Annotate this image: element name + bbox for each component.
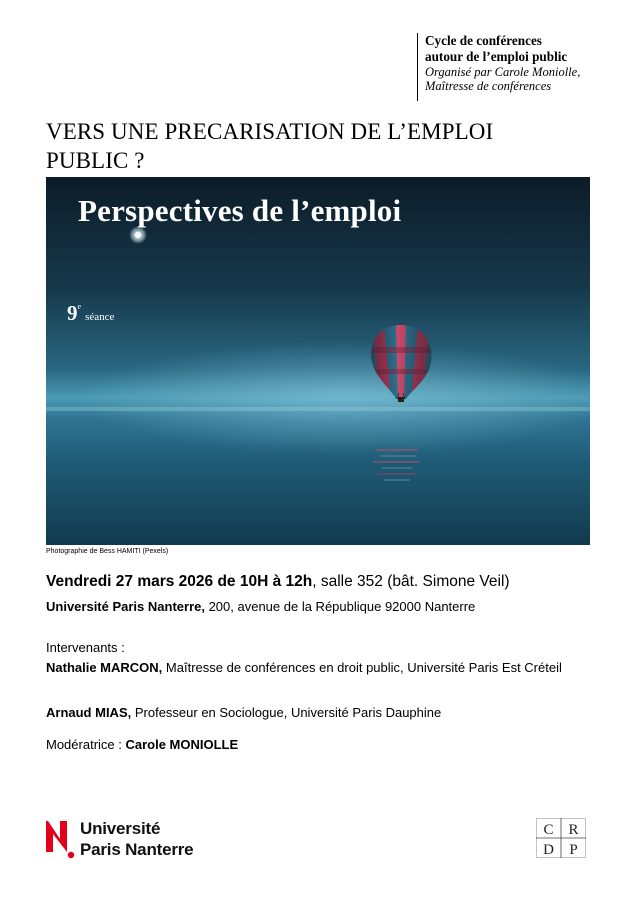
crdp-letter: C (543, 822, 554, 838)
speaker-2 (46, 705, 441, 720)
logo-line-1: Université (80, 819, 161, 838)
cycle-line-2: autour de l’emploi public (425, 49, 568, 64)
moderator-name: Carole MONIOLLE (125, 737, 239, 752)
event-date-bold: Vendredi 27 mars 2026 de 10H à 12h (46, 573, 313, 590)
moderator-label: Modératrice : (46, 737, 126, 752)
crdp-logo (536, 818, 586, 863)
cycle-organizer-title: Maîtresse de conférences (425, 79, 552, 93)
moderator (46, 737, 238, 752)
crdp-letter: P (569, 842, 578, 858)
event-university: Université Paris Nanterre, (46, 599, 205, 614)
event-room: , salle 352 (bât. Simone Veil) (312, 573, 510, 590)
seance-number: 9 (67, 301, 78, 325)
cycle-organizer: Organisé par Carole Moniolle, (425, 65, 581, 79)
balloon-reflection (373, 449, 419, 481)
nanterre-mark-icon (46, 818, 76, 860)
speaker-1-description: Maîtresse de conférences en droit public, Université Paris Est Créteil (162, 660, 562, 675)
cycle-line-1: Cycle de conférences (425, 33, 542, 48)
speakers-heading: Intervenants : (46, 640, 125, 655)
photo-credit: Photographie de Bess HAMITI (Pexels) (46, 548, 169, 555)
seance-word: séance (85, 311, 115, 323)
seance-label (67, 301, 114, 326)
seance-suffix: e (77, 302, 82, 311)
title-line-2: PUBLIC ? (46, 148, 145, 173)
event-address: 200, avenue de la République 92000 Nanterre (204, 599, 476, 614)
speaker-1-name: Nathalie MARCON, (46, 660, 163, 675)
hero-illustration (46, 177, 590, 545)
speaker-2-name: Arnaud MIAS, (46, 705, 132, 720)
hot-air-balloon-icon (366, 322, 436, 402)
crdp-letter: D (543, 842, 554, 858)
hero-image (46, 177, 590, 545)
event-date (46, 573, 510, 591)
cycle-info-box (417, 33, 625, 101)
crdp-logo-icon (536, 818, 586, 858)
event-place (46, 599, 475, 614)
page-title (46, 117, 606, 175)
logo-line-2: Paris Nanterre (80, 840, 194, 859)
hero-title: Perspectives de l’emploi (78, 193, 402, 228)
title-line-1: VERS UNE PRECARISATION DE L’EMPLOI (46, 119, 494, 144)
speaker-1 (46, 660, 590, 676)
crdp-letter: R (568, 822, 579, 838)
speaker-2-description: Professeur en Sociologue, Université Paris Dauphine (131, 705, 442, 720)
logo-text (80, 818, 193, 860)
universite-paris-nanterre-logo (46, 818, 194, 865)
